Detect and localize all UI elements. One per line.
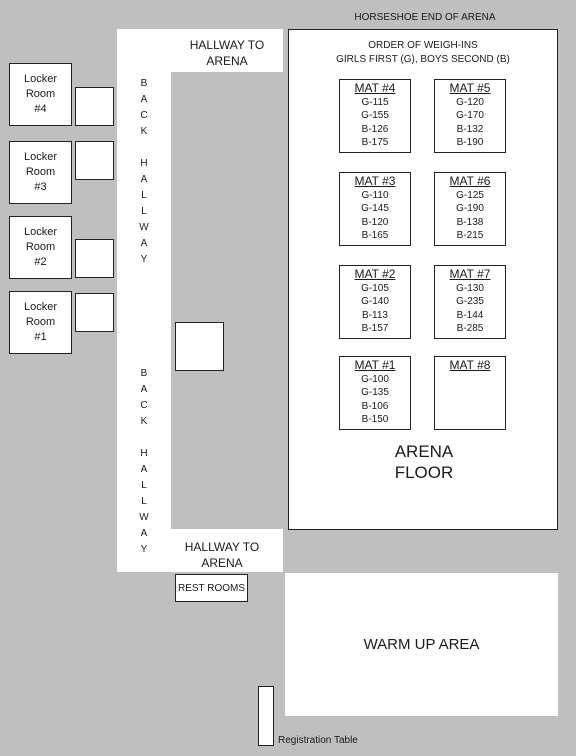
locker-room-2 bbox=[9, 216, 72, 279]
mat-weight: B-165 bbox=[361, 229, 389, 241]
locker-room-3-line3: #3 bbox=[34, 181, 47, 193]
arena-floor-label bbox=[360, 441, 488, 483]
mat-weight: B-190 bbox=[456, 136, 484, 148]
mat-weight: G-155 bbox=[361, 110, 389, 122]
mat-weight: G-115 bbox=[361, 97, 389, 108]
interior-block bbox=[171, 72, 283, 529]
locker-room-3 bbox=[9, 141, 72, 204]
header-title: HORSESHOE END OF ARENA bbox=[354, 12, 496, 23]
mat-title: MAT #1 bbox=[354, 358, 396, 372]
mat-weight: B-175 bbox=[361, 136, 389, 148]
mat-weight: B-285 bbox=[456, 322, 484, 334]
locker-room-4-line3: #4 bbox=[34, 103, 47, 115]
mat-title: MAT #8 bbox=[449, 358, 491, 372]
vertical-letter: W bbox=[139, 512, 149, 523]
hallway-top-line1: HALLWAY TO bbox=[189, 38, 265, 52]
mat-weight: G-170 bbox=[456, 110, 484, 122]
mat-weight: B-126 bbox=[361, 123, 389, 135]
mat-7 bbox=[339, 356, 411, 430]
locker-room-3-annex bbox=[75, 141, 114, 180]
warm-up-area bbox=[285, 573, 558, 716]
vertical-letter: C bbox=[140, 400, 148, 411]
mat-weight: G-100 bbox=[361, 374, 389, 385]
vertical-letter: L bbox=[141, 496, 147, 507]
warm-up-label: WARM UP AREA bbox=[363, 636, 480, 653]
vertical-letter: Y bbox=[140, 544, 148, 555]
mat-title: MAT #2 bbox=[354, 267, 396, 281]
locker-room-2-line2: Room bbox=[25, 241, 56, 253]
mat-1 bbox=[339, 79, 411, 153]
vertical-letter: A bbox=[140, 384, 148, 395]
vertical-letter: Y bbox=[140, 254, 148, 265]
mat-weight: B-144 bbox=[456, 309, 484, 321]
rest-rooms: REST ROOMS bbox=[175, 574, 248, 602]
locker-room-2-annex bbox=[75, 239, 114, 278]
locker-room-2-line3: #2 bbox=[34, 256, 47, 268]
locker-room-1-annex bbox=[75, 293, 114, 332]
vertical-letter: B bbox=[140, 368, 148, 379]
mat-weight: G-110 bbox=[361, 190, 389, 201]
locker-room-3-line2: Room bbox=[25, 166, 56, 178]
mat-title: MAT #7 bbox=[449, 267, 491, 281]
mat-weight: B-150 bbox=[361, 413, 389, 425]
vertical-letter: H bbox=[140, 448, 148, 459]
mat-weight: G-125 bbox=[456, 190, 484, 201]
vertical-letter: H bbox=[140, 158, 148, 169]
mat-weight: B-106 bbox=[361, 400, 389, 412]
vertical-letter: L bbox=[141, 206, 147, 217]
mat-weight: B-215 bbox=[456, 229, 484, 241]
vertical-letter: K bbox=[140, 416, 148, 427]
locker-room-4 bbox=[9, 63, 72, 126]
mat-title: MAT #6 bbox=[449, 174, 491, 188]
locker-room-3-line1: Locker bbox=[23, 151, 58, 163]
vertical-letter: W bbox=[139, 222, 149, 233]
mat-weight: B-132 bbox=[456, 123, 484, 135]
mat-6 bbox=[434, 265, 506, 339]
vertical-letter: K bbox=[140, 126, 148, 137]
locker-room-4-line1: Locker bbox=[23, 73, 58, 85]
mat-weight: G-145 bbox=[361, 203, 389, 215]
mat-weight: G-190 bbox=[456, 203, 484, 215]
order-title: ORDER OF WEIGH-INS bbox=[368, 40, 478, 51]
mat-title: MAT #5 bbox=[449, 81, 491, 95]
locker-room-4-annex bbox=[75, 87, 114, 126]
registration-table bbox=[258, 686, 274, 746]
mat-weight: G-120 bbox=[456, 97, 484, 108]
registration-label: Registration Table bbox=[278, 735, 358, 746]
hallway-top-label bbox=[171, 37, 283, 69]
mat-weight: B-157 bbox=[361, 322, 389, 334]
hallway-bottom-line2: ARENA bbox=[201, 556, 243, 570]
mat-weight: G-105 bbox=[361, 283, 389, 294]
mat-weight: B-120 bbox=[361, 216, 389, 228]
hallway-bottom-line1: HALLWAY TO bbox=[184, 540, 260, 554]
hallway-square bbox=[175, 322, 224, 371]
locker-room-1 bbox=[9, 291, 72, 354]
vertical-letter: B bbox=[140, 78, 148, 89]
hallway-top-line2: ARENA bbox=[206, 54, 248, 68]
locker-room-1-line1: Locker bbox=[23, 301, 58, 313]
mat-2 bbox=[434, 79, 506, 153]
mat-8 bbox=[434, 356, 506, 430]
vertical-letter: C bbox=[140, 110, 148, 121]
vertical-letter: L bbox=[141, 480, 147, 491]
locker-room-1-line2: Room bbox=[25, 316, 56, 328]
mat-weight: B-113 bbox=[362, 309, 388, 321]
mat-weight: G-235 bbox=[456, 296, 484, 308]
mat-weight: G-135 bbox=[361, 387, 389, 399]
back-hallway-lower-label bbox=[136, 366, 152, 558]
mat-title: MAT #3 bbox=[354, 174, 396, 188]
back-hallway-upper-label bbox=[136, 76, 152, 268]
vertical-letter: A bbox=[140, 174, 148, 185]
mat-weight: G-140 bbox=[361, 296, 389, 308]
mat-weight: B-138 bbox=[456, 216, 484, 228]
mat-weight: G-130 bbox=[456, 283, 484, 294]
locker-room-2-line1: Locker bbox=[23, 226, 58, 238]
order-subtitle: GIRLS FIRST (G), BOYS SECOND (B) bbox=[336, 54, 510, 65]
locker-room-1-line3: #1 bbox=[34, 331, 47, 343]
mat-title: MAT #4 bbox=[354, 81, 396, 95]
mat-4 bbox=[434, 172, 506, 246]
hallway-bottom-label bbox=[160, 539, 284, 571]
vertical-letter bbox=[136, 140, 152, 156]
vertical-letter: A bbox=[140, 238, 148, 249]
arena-floor-line2: FLOOR bbox=[394, 463, 454, 482]
locker-room-4-line2: Room bbox=[25, 88, 56, 100]
mat-3 bbox=[339, 172, 411, 246]
vertical-letter: A bbox=[140, 464, 148, 475]
vertical-letter: A bbox=[140, 94, 148, 105]
arena-floor-line1: ARENA bbox=[394, 442, 454, 461]
mat-5 bbox=[339, 265, 411, 339]
vertical-letter: A bbox=[140, 528, 148, 539]
vertical-letter: L bbox=[141, 190, 147, 201]
vertical-letter bbox=[136, 430, 152, 446]
